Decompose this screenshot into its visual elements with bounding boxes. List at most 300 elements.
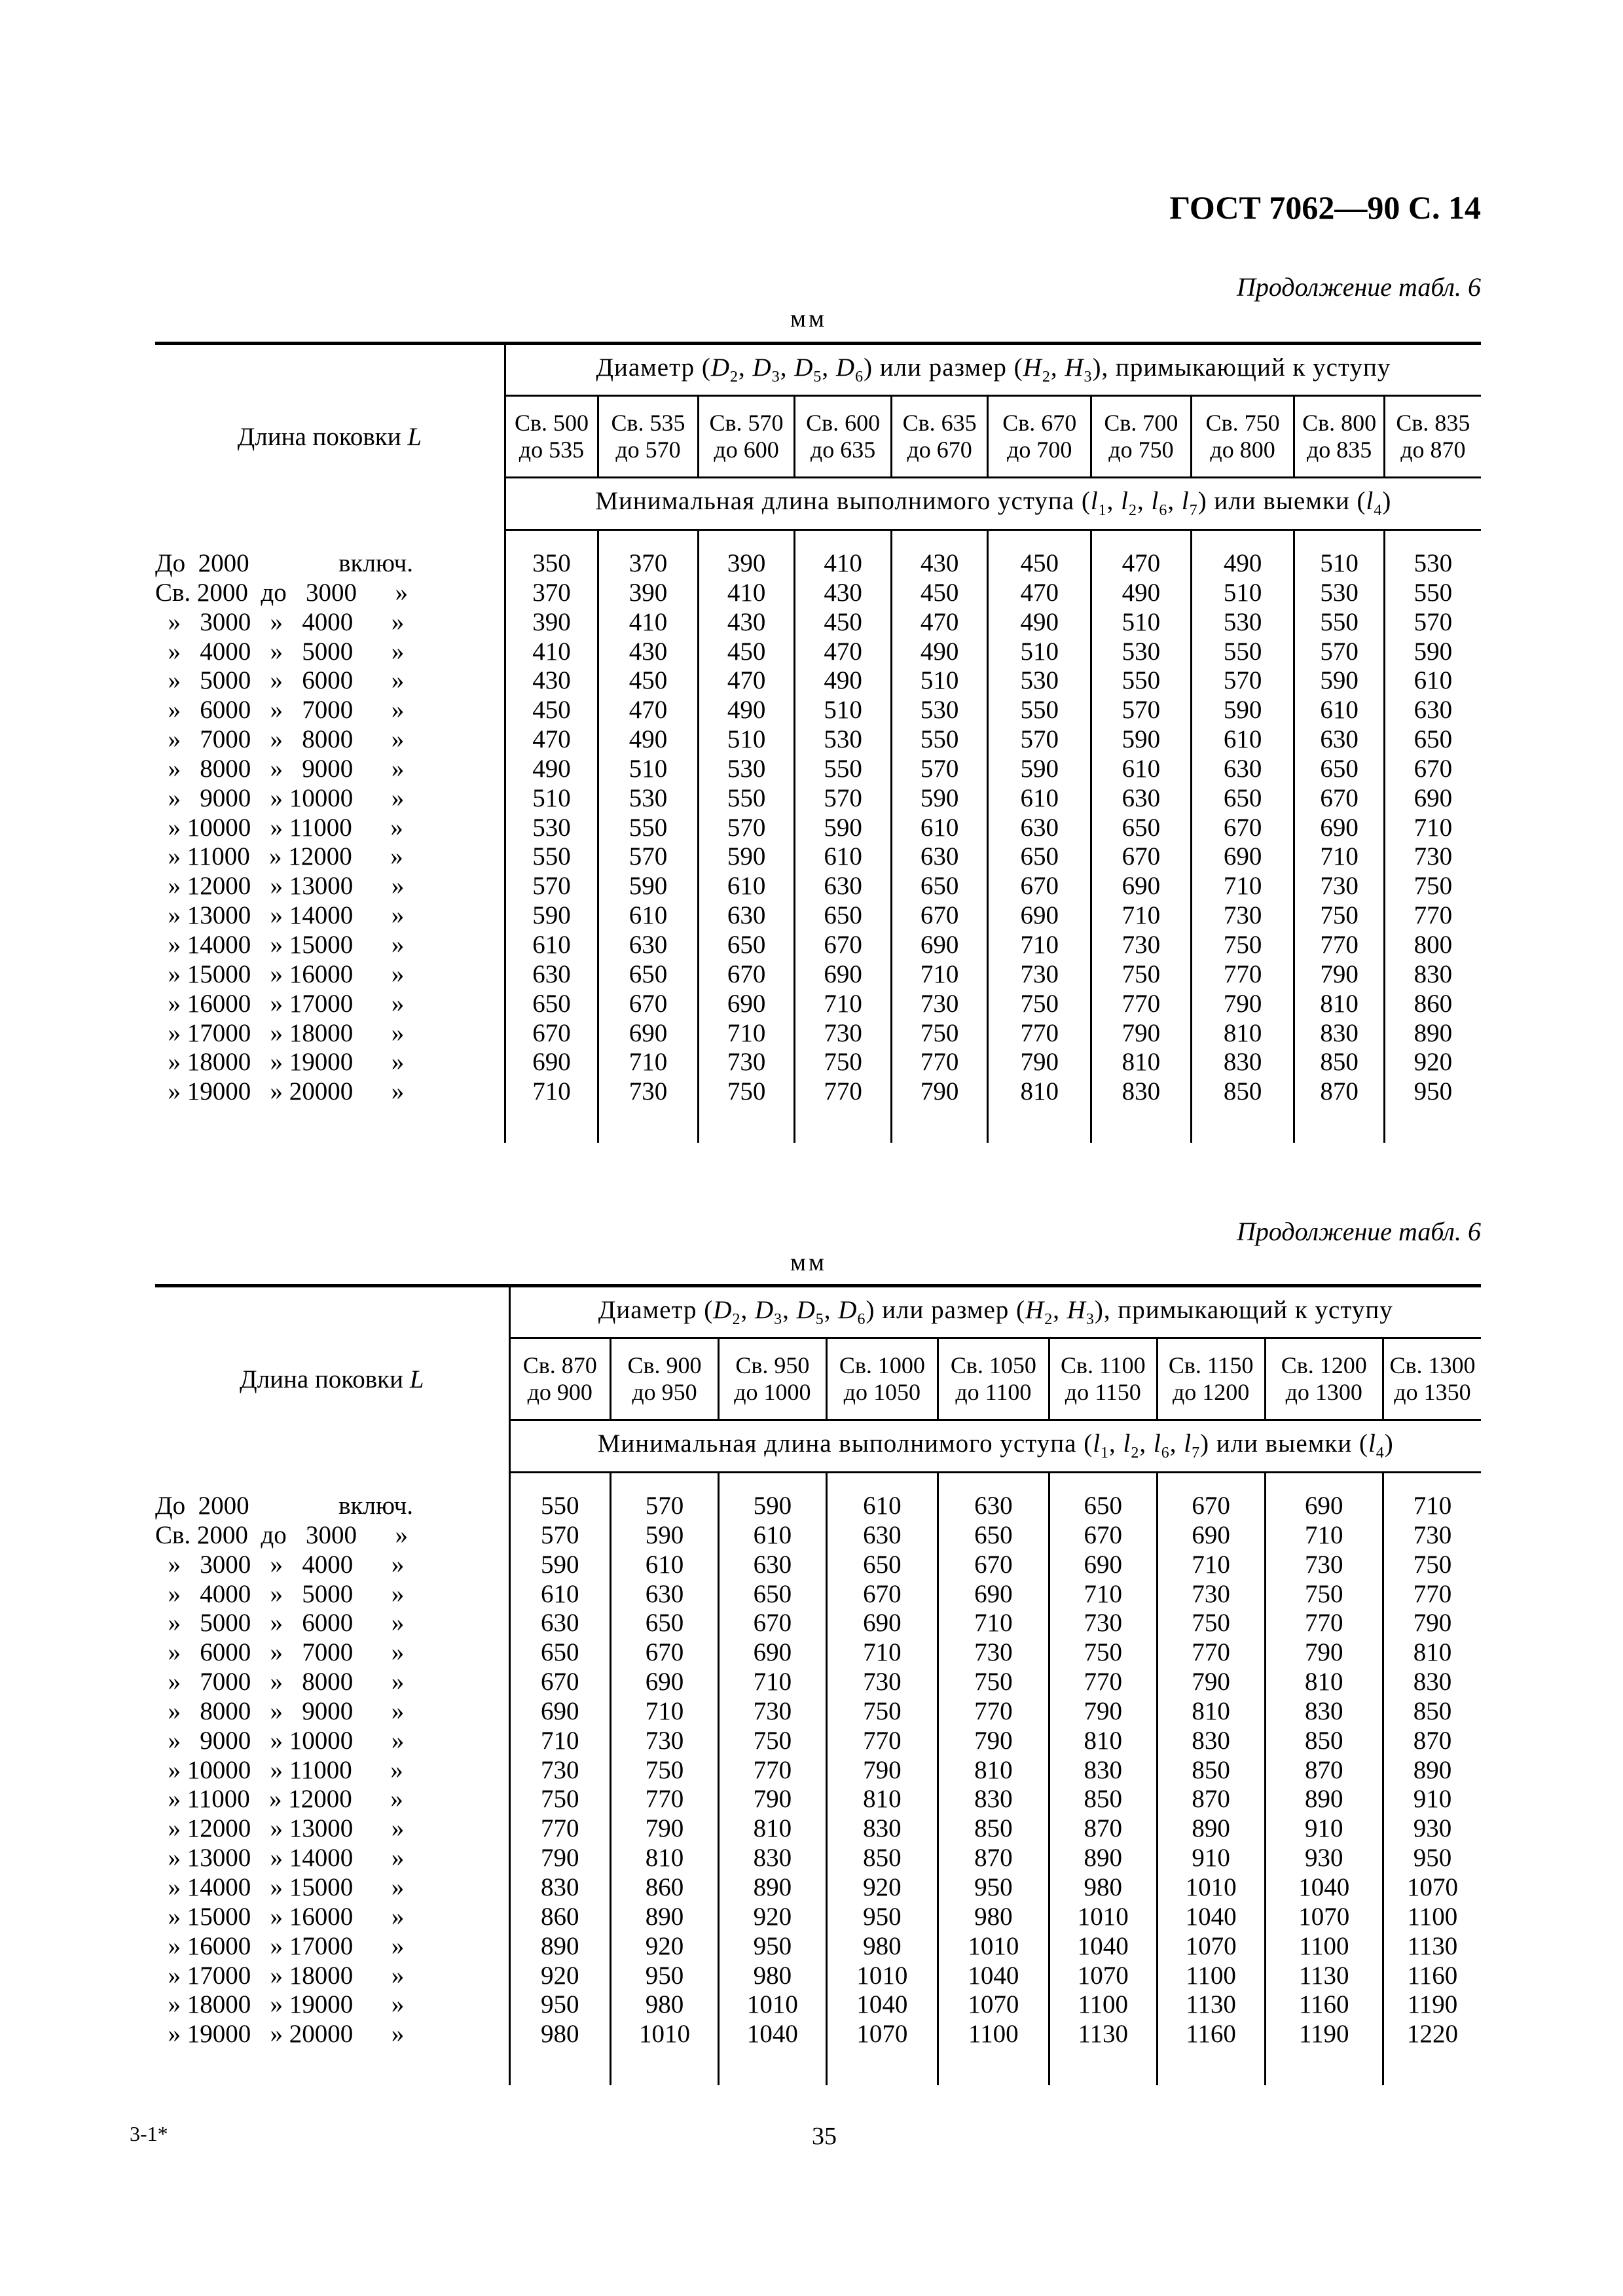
range-header: [826, 1338, 938, 1420]
table-cell: 850: [1157, 1756, 1265, 1785]
table-cell: 850: [938, 1814, 1049, 1844]
table-cell: 870: [938, 1844, 1049, 1873]
row-label: » 19000 » 20000 »: [155, 1077, 505, 1107]
table-row: [155, 1785, 1481, 1814]
range-header: [891, 396, 988, 478]
table-cell: 490: [1091, 579, 1192, 608]
table-cell: 730: [509, 1756, 611, 1785]
table-row: [155, 1814, 1481, 1844]
table-cell: 810: [1191, 1019, 1294, 1049]
table-cell: 1070: [1049, 1962, 1157, 1991]
table-row: [155, 666, 1481, 696]
table-cell: 770: [611, 1785, 719, 1814]
range-to: до 835: [1306, 437, 1372, 463]
table-cell: 1100: [938, 2020, 1049, 2049]
table-cell: 750: [1091, 960, 1192, 990]
table-cell: 950: [1413, 1077, 1453, 1106]
table-cell: 790: [1049, 1697, 1157, 1727]
table-cell: 730: [1413, 1520, 1452, 1549]
table-cell: 550: [505, 842, 598, 872]
table-cell: 910: [1413, 1785, 1452, 1814]
table-cell: 920: [509, 1962, 611, 1991]
table-cell: 550: [1091, 666, 1192, 696]
table-cell: 450: [698, 637, 795, 667]
table-cell: 810: [1157, 1697, 1265, 1727]
table-cell: 690: [718, 1638, 826, 1668]
table-cell: 430: [891, 549, 988, 579]
table-cell: 750: [718, 1727, 826, 1756]
table-cell: 770: [826, 1727, 938, 1756]
table-cell: 530: [795, 725, 892, 755]
table-cell: 1220: [1406, 2020, 1458, 2049]
table-continuation-label: Продолжение табл. 6: [1236, 1217, 1481, 1246]
table-cell: 370: [505, 579, 598, 608]
range-to: до 535: [519, 437, 585, 463]
table-cell: 590: [509, 1551, 611, 1580]
table-cell: 610: [1294, 696, 1384, 725]
table-cell: 510: [1091, 608, 1192, 637]
table-cell: 670: [1091, 842, 1192, 872]
table-cell: 530: [505, 814, 598, 843]
table-cell: 650: [938, 1521, 1049, 1551]
dimension-table-2: [155, 1284, 1481, 2085]
table-cell: 390: [698, 549, 795, 579]
range-from: Св. 1100: [1060, 1352, 1146, 1378]
row-label: » 10000 » 11000 »: [155, 814, 505, 843]
table-cell: 1040: [826, 1990, 938, 2020]
table-cell: 890: [509, 1932, 611, 1962]
table-cell: 510: [505, 784, 598, 814]
table-cell: 430: [505, 666, 598, 696]
table-cell: 750: [509, 1785, 611, 1814]
table-cell: 1010: [826, 1962, 938, 1991]
table-cell: 1040: [1049, 1932, 1157, 1962]
table-cell: 1040: [1157, 1903, 1265, 1932]
table-cell: 850: [1413, 1696, 1452, 1725]
table-cell: 590: [505, 901, 598, 931]
table-cell: 830: [826, 1814, 938, 1844]
table-cell: 630: [795, 872, 892, 901]
table-cell: 1010: [1049, 1903, 1157, 1932]
range-header: [509, 1338, 611, 1420]
table-row: [155, 901, 1481, 931]
table-cell: 870: [1294, 1077, 1384, 1107]
table-cell: 570: [1191, 666, 1294, 696]
table-cell: 750: [988, 990, 1091, 1019]
table-cell: 530: [698, 755, 795, 784]
table-cell: 770: [1091, 990, 1192, 1019]
range-from: Св. 835: [1396, 409, 1470, 436]
table-cell: 730: [1265, 1551, 1383, 1580]
range-header: [1383, 1338, 1481, 1420]
row-label: » 12000 » 13000 »: [155, 1814, 509, 1844]
table-cell: 670: [988, 872, 1091, 901]
table-cell: 750: [1157, 1609, 1265, 1638]
table-cell: 690: [1049, 1551, 1157, 1580]
range-header: [1384, 396, 1481, 478]
table-cell: 710: [988, 931, 1091, 960]
table-cell: 410: [795, 549, 892, 579]
table-row: [155, 1019, 1481, 1049]
table-cell: 830: [1413, 1668, 1452, 1696]
table-cell: 1130: [1049, 2020, 1157, 2049]
table-cell: 570: [505, 872, 598, 901]
range-to: до 950: [632, 1379, 697, 1405]
row-label: » 4000 » 5000 »: [155, 1580, 509, 1609]
table-cell: 870: [1157, 1785, 1265, 1814]
range-header: [698, 396, 795, 478]
table-cell: 630: [718, 1551, 826, 1580]
table-cell: 670: [509, 1668, 611, 1697]
table-cell: 650: [988, 842, 1091, 872]
table-cell: 530: [1091, 637, 1192, 667]
table-cell: 980: [1049, 1873, 1157, 1903]
table-cell: 850: [826, 1844, 938, 1873]
range-header: [1294, 396, 1384, 478]
range-from: Св. 700: [1104, 409, 1178, 436]
table-cell: 830: [1157, 1727, 1265, 1756]
table-cell: 870: [1265, 1756, 1383, 1785]
row-label: » 8000 » 9000 »: [155, 1697, 509, 1727]
table-cell: 830: [1265, 1697, 1383, 1727]
table-cell: 650: [891, 872, 988, 901]
table-cell: 670: [598, 990, 699, 1019]
row-label: » 15000 » 16000 »: [155, 960, 505, 990]
table-cell: 890: [1049, 1844, 1157, 1873]
row-label: » 18000 » 19000 »: [155, 1990, 509, 2020]
table-cell: 730: [1191, 901, 1294, 931]
table-cell: 850: [1294, 1048, 1384, 1077]
table-cell: 570: [1294, 637, 1384, 667]
table-row: [155, 549, 1481, 579]
table-cell: 800: [1413, 930, 1453, 959]
group-header: [509, 1286, 1481, 1338]
table-cell: 950: [718, 1932, 826, 1962]
table-cell: 710: [1191, 872, 1294, 901]
table-cell: 590: [891, 784, 988, 814]
table-cell: 550: [1191, 637, 1294, 667]
row-label: » 19000 » 20000 »: [155, 2020, 509, 2049]
table-cell: 590: [1191, 696, 1294, 725]
table-cell: 570: [611, 1492, 719, 1521]
range-to: до 1300: [1285, 1379, 1362, 1405]
table-cell: 550: [1294, 608, 1384, 637]
table-cell: 1070: [1265, 1903, 1383, 1932]
table-cell: 630: [938, 1492, 1049, 1521]
table-cell: 770: [891, 1048, 988, 1077]
table-cell: 1160: [1407, 1961, 1458, 1990]
table-cell: 730: [826, 1668, 938, 1697]
table-cell: 890: [1265, 1785, 1383, 1814]
table-cell: 690: [938, 1580, 1049, 1609]
table-cell: 670: [1413, 754, 1453, 783]
table-cell: 670: [505, 1019, 598, 1049]
table-cell: 730: [891, 990, 988, 1019]
table-cell: 1070: [1406, 1873, 1458, 1901]
table-cell: 1040: [1265, 1873, 1383, 1903]
table-cell: 430: [795, 579, 892, 608]
table-row: [155, 1580, 1481, 1609]
table-cell: 690: [795, 960, 892, 990]
table-cell: 790: [509, 1844, 611, 1873]
table-cell: 830: [1413, 960, 1453, 988]
left-header-text: Длина поковки L: [237, 422, 422, 451]
row-label: До 2000 включ.: [155, 549, 505, 579]
table-cell: 770: [1265, 1609, 1383, 1638]
table-cell: 710: [611, 1697, 719, 1727]
table-cell: 690: [598, 1019, 699, 1049]
table-cell: 750: [938, 1668, 1049, 1697]
table-row: [155, 1903, 1481, 1932]
table-cell: 610: [1413, 666, 1453, 695]
table-cell: 790: [1265, 1638, 1383, 1668]
table-cell: 1040: [718, 2020, 826, 2049]
range-from: Св. 570: [709, 409, 784, 436]
table-cell: 670: [611, 1638, 719, 1668]
table-cell: 950: [611, 1962, 719, 1991]
table-cell: 810: [1413, 1638, 1452, 1667]
table-cell: 1130: [1407, 1931, 1458, 1960]
table-cell: 390: [505, 608, 598, 637]
table-cell: 750: [698, 1077, 795, 1107]
table-cell: 1010: [611, 2020, 719, 2049]
table-cell: 650: [1049, 1492, 1157, 1521]
table-cell: 1070: [1157, 1932, 1265, 1962]
table-cell: 950: [509, 1990, 611, 2020]
dimension-table-1: [155, 342, 1481, 1143]
table-cell: 850: [1265, 1727, 1383, 1756]
row-label: » 11000 » 12000 »: [155, 842, 505, 872]
table-cell: 810: [611, 1844, 719, 1873]
table-cell: 1100: [1049, 1990, 1157, 2020]
row-label: » 3000 » 4000 »: [155, 608, 505, 637]
table-cell: 890: [1413, 1755, 1452, 1784]
table-cell: 650: [505, 990, 598, 1019]
table-row: [155, 725, 1481, 755]
group-header: [505, 344, 1481, 396]
table-cell: 610: [988, 784, 1091, 814]
table-cell: 690: [1091, 872, 1192, 901]
table-cell: 650: [1091, 814, 1192, 843]
table-cell: 550: [891, 725, 988, 755]
table-cell: 530: [1294, 579, 1384, 608]
table-cell: 710: [1049, 1580, 1157, 1609]
table-cell: 790: [718, 1785, 826, 1814]
table-cell: 590: [611, 1521, 719, 1551]
table-cell: 570: [795, 784, 892, 814]
row-label: » 14000 » 15000 »: [155, 1873, 509, 1903]
table-cell: 510: [698, 725, 795, 755]
table-cell: 690: [1413, 783, 1453, 812]
table-row: [155, 1638, 1481, 1668]
table-cell: 630: [598, 931, 699, 960]
footer-corner-mark: 3-1*: [130, 2122, 168, 2145]
table-cell: 830: [718, 1844, 826, 1873]
table-cell: 530: [598, 784, 699, 814]
left-header-text: Длина поковки L: [240, 1365, 424, 1393]
range-to: до 750: [1108, 437, 1174, 463]
left-header: [155, 344, 505, 530]
table-cell: 550: [795, 755, 892, 784]
table-row: [155, 1551, 1481, 1580]
row-label: » 5000 » 6000 »: [155, 1609, 509, 1638]
table-cell: 980: [826, 1932, 938, 1962]
table-cell: 1160: [1157, 2020, 1265, 2049]
table-cell: 410: [598, 608, 699, 637]
table-cell: 350: [505, 549, 598, 579]
table-cell: 610: [795, 842, 892, 872]
table-cell: 510: [1294, 549, 1384, 579]
table-row: [155, 579, 1481, 608]
table-cell: 750: [826, 1697, 938, 1727]
table-cell: 630: [505, 960, 598, 990]
table-row: [155, 1668, 1481, 1697]
table-cell: 530: [988, 666, 1091, 696]
table-cell: 920: [826, 1873, 938, 1903]
table-cell: 750: [795, 1048, 892, 1077]
table-cell: 650: [611, 1609, 719, 1638]
table-cell: 610: [598, 901, 699, 931]
range-header: [505, 396, 598, 478]
table-cell: 790: [826, 1756, 938, 1785]
table-cell: 770: [1413, 901, 1453, 930]
table-cell: 890: [611, 1903, 719, 1932]
table-cell: 1010: [938, 1932, 1049, 1962]
table-cell: 810: [1091, 1048, 1192, 1077]
row-label: » 6000 » 7000 »: [155, 696, 505, 725]
table-cell: 790: [1157, 1668, 1265, 1697]
range-to: до 670: [907, 437, 972, 463]
table-row: [155, 990, 1481, 1019]
table-cell: 1130: [1265, 1962, 1383, 1991]
table-cell: 490: [891, 637, 988, 667]
table-row: [155, 1609, 1481, 1638]
table-cell: 770: [1294, 931, 1384, 960]
table-cell: 790: [611, 1814, 719, 1844]
table-cell: 470: [988, 579, 1091, 608]
table-cell: 510: [988, 637, 1091, 667]
range-to: до 1000: [734, 1379, 811, 1405]
table-cell: 470: [505, 725, 598, 755]
table-cell: 430: [698, 608, 795, 637]
table-cell: 810: [938, 1756, 1049, 1785]
table-cell: 730: [1091, 931, 1192, 960]
group-header-text: Диаметр ($D_2$, $D_3$, $D_5$, $D_6$) или размер ($H_2$, $H_3$), примыкающий к уступу: [596, 353, 1391, 386]
table-cell: 770: [1413, 1579, 1452, 1608]
table-cell: 790: [988, 1048, 1091, 1077]
table-cell: 830: [1049, 1756, 1157, 1785]
table-cell: 710: [505, 1077, 598, 1107]
table-cell: 830: [938, 1785, 1049, 1814]
table-cell: 750: [1191, 931, 1294, 960]
range-header: [795, 396, 892, 478]
table-cell: 1010: [718, 1990, 826, 2020]
table-cell: 870: [1049, 1814, 1157, 1844]
document-header: ГОСТ 7062—90 С. 14: [1169, 189, 1481, 226]
table-cell: 650: [1413, 725, 1453, 754]
range-header: [988, 396, 1091, 478]
table-cell: 610: [1091, 755, 1192, 784]
table-cell: 830: [1191, 1048, 1294, 1077]
range-from: Св. 1000: [839, 1352, 925, 1378]
range-to: до 700: [1007, 437, 1072, 463]
table-cell: 650: [698, 931, 795, 960]
table-row: [155, 1077, 1481, 1107]
range-to: до 635: [810, 437, 876, 463]
table-cell: 470: [598, 696, 699, 725]
table-cell: 470: [698, 666, 795, 696]
table-row: [155, 755, 1481, 784]
table-cell: 650: [1191, 784, 1294, 814]
table-cell: 750: [611, 1756, 719, 1785]
table-cell: 650: [718, 1580, 826, 1609]
table-cell: 850: [1049, 1785, 1157, 1814]
table-cell: 790: [891, 1077, 988, 1107]
table-cell: 710: [718, 1668, 826, 1697]
table-cell: 650: [598, 960, 699, 990]
table-cell: 390: [598, 579, 699, 608]
table-cell: 630: [1294, 725, 1384, 755]
table-cell: 890: [1413, 1018, 1453, 1047]
table-cell: 710: [1265, 1521, 1383, 1551]
table-cell: 730: [938, 1638, 1049, 1668]
table-cell: 950: [1413, 1844, 1452, 1873]
table-cell: 470: [891, 608, 988, 637]
table-cell: 690: [1191, 842, 1294, 872]
table-unit-label: мм: [790, 1249, 828, 1276]
table-cell: 730: [1157, 1580, 1265, 1609]
table-cell: 670: [698, 960, 795, 990]
row-label: » 11000 » 12000 »: [155, 1785, 509, 1814]
table-cell: 550: [509, 1492, 611, 1521]
row-label: » 13000 » 14000 »: [155, 1844, 509, 1873]
table-cell: 450: [795, 608, 892, 637]
table-cell: 670: [1191, 814, 1294, 843]
table-row: [155, 872, 1481, 901]
row-label: » 15000 » 16000 »: [155, 1903, 509, 1932]
table-cell: 570: [509, 1521, 611, 1551]
row-label: » 16000 » 17000 »: [155, 1932, 509, 1962]
table-row: [155, 1756, 1481, 1785]
table-cell: 570: [988, 725, 1091, 755]
table-cell: 770: [938, 1697, 1049, 1727]
table-cell: 910: [1265, 1814, 1383, 1844]
table-cell: 750: [1413, 1550, 1452, 1579]
table-cell: 930: [1413, 1814, 1452, 1843]
range-header: [1265, 1338, 1383, 1420]
table-cell: 750: [891, 1019, 988, 1049]
table-cell: 590: [1413, 637, 1453, 666]
table-cell: 590: [1294, 666, 1384, 696]
table-row: [155, 1492, 1481, 1521]
row-label: » 18000 » 19000 »: [155, 1048, 505, 1077]
range-to: до 1200: [1172, 1379, 1250, 1405]
table-cell: 860: [1413, 989, 1453, 1018]
table-cell: 830: [509, 1873, 611, 1903]
range-to: до 1350: [1394, 1379, 1471, 1405]
row-label: » 4000 » 5000 »: [155, 637, 505, 667]
table-cell: 810: [988, 1077, 1091, 1107]
range-header: [938, 1338, 1049, 1420]
table-cell: 710: [598, 1048, 699, 1077]
row-label: » 17000 » 18000 »: [155, 1962, 509, 1991]
table-cell: 750: [1049, 1638, 1157, 1668]
table-continuation-label: Продолжение табл. 6: [1236, 272, 1481, 302]
table-cell: 490: [795, 666, 892, 696]
table-cell: 710: [938, 1609, 1049, 1638]
row-label: » 9000 » 10000 »: [155, 784, 505, 814]
table-cell: 530: [1413, 549, 1453, 577]
